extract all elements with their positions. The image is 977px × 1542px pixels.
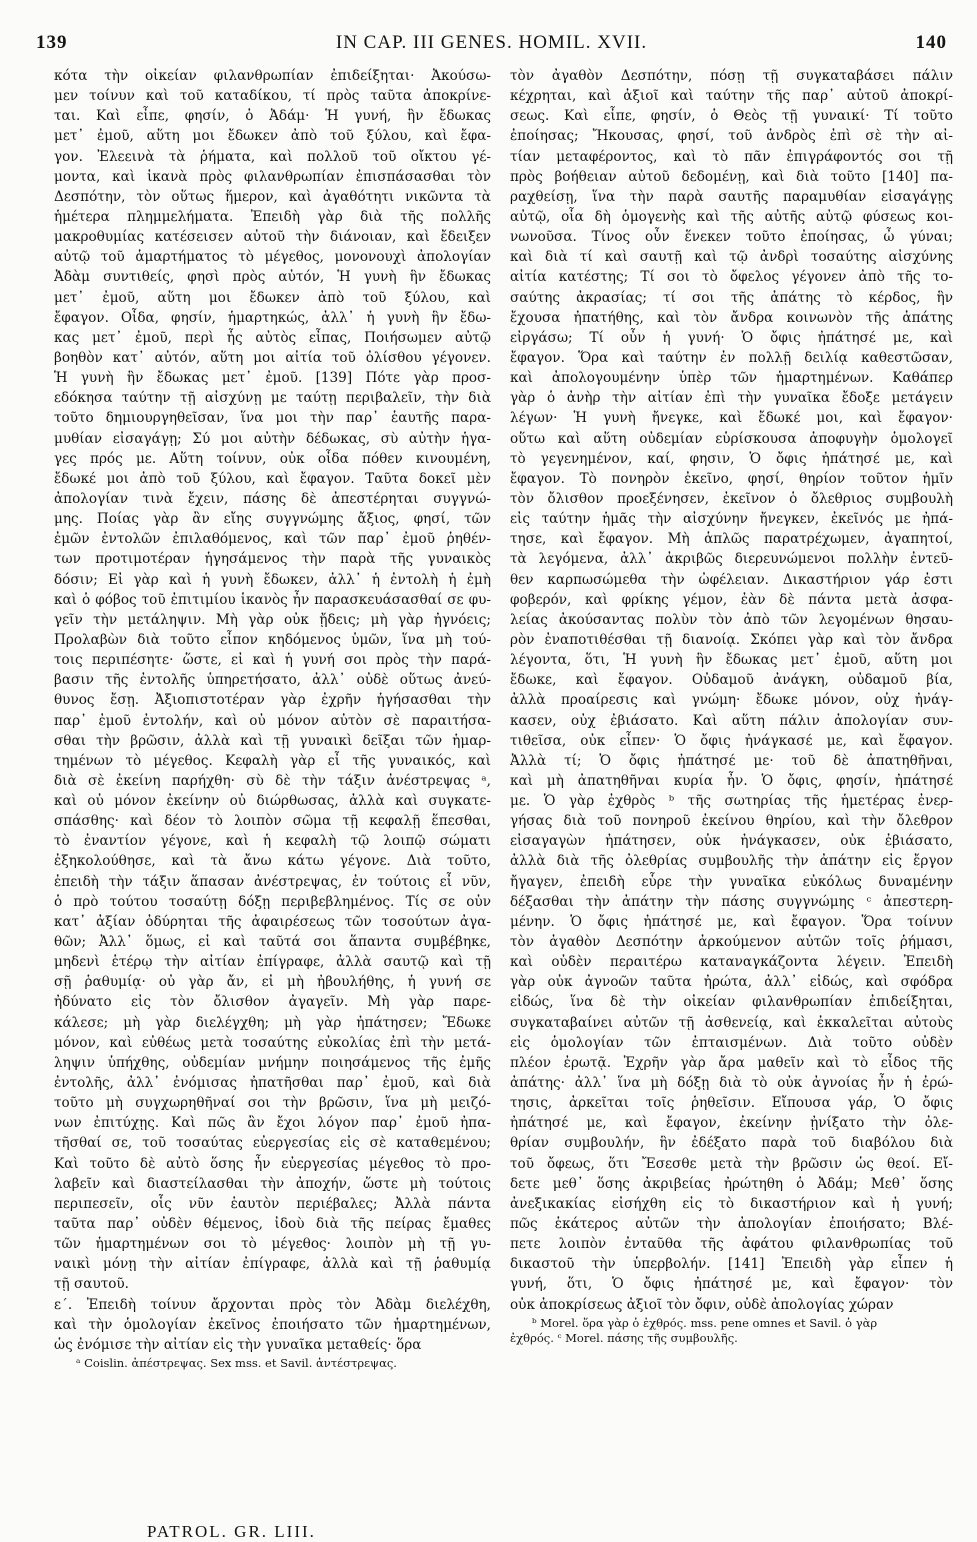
text-line: σπάσθης· καὶ δέον τὸ λοιπὸν σῶμα τῇ κεφαλῇ ἕπεσθαι,	[54, 813, 491, 830]
text-line: ἀλλὰ διὰ τῆς ὀλεθρίας συμβουλῆς τὴν ἀπάτην εἰς ἔργον	[510, 853, 953, 870]
right-column	[510, 66, 953, 1514]
text-line: των προτιμοτέραν ἡγησάμενος τὴν παρὰ τῆς γυναικὸς	[54, 551, 491, 568]
text-line: γεῖν τὴν μετάληψιν. Μὴ γὰρ οὐκ ᾔδεις; μὴ γὰρ ἠγνόεις;	[54, 611, 491, 628]
text-line: Ἀλλὰ τί; Ὁ ὄφις ἠπάτησέ με· τοῦ δὲ ἀπατηθῆναι,	[510, 752, 953, 769]
text-line: εἰς ὁμολογίαν τῶν ἐπταισμένων. Διὰ τοῦτο οὐδὲν	[510, 1034, 953, 1051]
text-line: ἀπάτης· ἀλλ᾽ ἵνα μὴ δόξῃ διὰ τὸ οὐκ ἀγνοίας ἦν ἡ ἐρώ-	[510, 1075, 953, 1092]
text-line: ἀλλὰ προαίρεσις καὶ γνώμη· ἔδωκε μόνον, οὐχ ἠνάγ-	[510, 692, 953, 709]
text-line: φοβερόν, καὶ φρίκης γέμον, ἐὰν δὲ πάντα μετὰ ἀσφα-	[510, 591, 953, 608]
text-line: ἐξηκολούθησε, καὶ τὰ ἄνω κάτω γέγονε. Διὰ τοῦτο,	[54, 853, 491, 870]
text-line: βοηθὸν κατ᾽ αὐτόν, αὕτη μοι αἰτία τοῦ ὀλίσθου γέγονεν.	[54, 349, 491, 366]
text-line: ἠπάτησέ με, καὶ ἔφαγον, ἐκείνην ᾐνίξατο τὴν ὀλε-	[510, 1115, 953, 1132]
text-line: αὐτῷ τοῦ ἁμαρτήματος τὸ μέγεθος, μονονουχὶ ἀπολογίαν	[54, 249, 491, 266]
text-line: καὶ ὁ φόβος τοῦ ἐπιτιμίου ἱκανὸς ἦν παρασκευάσασθαί σε φυ-	[54, 591, 491, 608]
text-line: Ἡ γυνὴ ἣν ἔδωκας μετ᾽ ἐμοῦ. [139] Πότε γὰρ προσ-	[54, 370, 491, 387]
text-line: ἔδωκε, καὶ ἔφαγον. Οὐδαμοῦ ἀνάγκη, οὐδαμοῦ βία,	[510, 672, 953, 689]
text-line: κάλεσε; μὴ γὰρ διελέγχθη; μὴ γὰρ ἠπάτησεν; Ἔδωκε	[54, 1014, 491, 1031]
text-line: τὸν ἀγαθὸν Δεσπότην, πόσῃ τῇ συγκαταβάσει πάλιν	[510, 68, 953, 84]
text-line: οὐκ ἀποκρίσεως ἀξιοῖ τὸν ὄφιν, οὐδὲ ἀπολογίας χώραν	[510, 1296, 894, 1313]
text-line: ἡμέτερα πλημμελήματα. Ἐπειδὴ γὰρ διὰ τῆς πολλῆς	[54, 208, 491, 225]
text-line: οὕτω καὶ αὕτη οὐδεμίαν εὑρίσκουσα ἀποφυγὴν ὁμολογεῖ	[510, 430, 953, 447]
text-line: ταῦτα παρ᾽ οὐδὲν θέμενος, ἰδοὺ διὰ τῆς πείρας ἔμαθες	[54, 1216, 491, 1233]
text-line: διὰ σὲ ἐκείνη παρήχθη· σὺ δὲ τὴν τάξιν ἀνέστρεψας ᵃ,	[54, 772, 491, 789]
text-line: ρὸν ἐναποτιθέσθαι τῇ διανοίᾳ. Σκόπει γὰρ καὶ τὸν ἄνδρα	[510, 631, 953, 648]
text-line: πρὸς βοήθειαν αὐτοῦ δεδομένῃ, καὶ διὰ τοῦτο [140] πα-	[510, 168, 953, 185]
footnote-a: ᵃ Coislin. ἀπέστρεψας. Sex mss. et Savil. ἀντέστρεψας.	[76, 1356, 397, 1370]
text-line: τοῦτο δημιουργηθεῖσαν, ἵνα μοι τὴν παρ᾽ ἑαυτῆς παρα-	[54, 410, 491, 427]
text-line: τιθεῖσα, οὐκ εἶπεν· Ὁ ὄφις ἠνάγκασέ με, καὶ ἔφαγον.	[510, 732, 953, 749]
text-line: τὸ γεγενημένον, καί, φησιν, Ὁ ὄφις ἠπάτησέ με, καὶ	[510, 450, 953, 467]
text-line: γες πρός με. Αὕτη τοίνυν, οὐκ οἶδα πόθεν κινουμένη,	[54, 450, 491, 467]
text-line: ται. Καὶ εἶπε, φησίν, ὁ Ἀδάμ· Ἡ γυνή, ἣν ἔδωκας	[54, 108, 491, 125]
text-line: καὶ οὐ μόνον ἐκείνην οὐ διώρθωσας, ἀλλὰ καὶ συγκατε-	[54, 793, 491, 810]
text-line: κας μετ᾽ ἐμοῦ, περὶ ἧς αὐτὸς εἶπας, Ποιήσωμεν αὐτῷ	[54, 329, 491, 346]
text-line: τὸν ὄλισθον προεξένησεν, ἐκεῖνον ὁ ὄλεθριος συμβουλὴ	[510, 490, 953, 507]
text-line: ἔφαγον. Οἶδα, φησίν, ἡμαρτηκώς, ἀλλ᾽ ἡ γυνὴ ἣν ἔδω-	[54, 309, 491, 326]
text-line: μένην. Ὁ ὄφις ἠπάτησέ με, καὶ ἔφαγον. Ὅρα τοίνυν	[510, 913, 953, 930]
text-line: τοῦτο μὴ συγχωρηθῆναί σοι τὴν βρῶσιν, ἵνα μὴ μειζό-	[54, 1095, 491, 1112]
text-line: ραχθείσῃ, ἵνα τὴν παρὰ σαυτῆς παραμυθίαν εἰσαγάγῃς	[510, 188, 953, 205]
text-line: με. Ὁ γὰρ ἐχθρὸς ᵇ τῆς σωτηρίας τῆς ἡμετέρας ἐνερ-	[510, 793, 953, 810]
text-line: λείας ἀκούσαντας πολὺν τὸν ἀπὸ τῶν λεγομένων θησαυ-	[510, 611, 953, 628]
text-line: θῶν; Ἀλλ᾽ ὅμως, εἰ καὶ ταῦτά σοι ἅπαντα συμβέβηκε,	[54, 934, 491, 951]
text-line: κότα τὴν οἰκείαν φιλανθρωπίαν ἐπιδείξηται· Ἀκούσω-	[54, 68, 491, 84]
text-line: γήσας διὰ τοῦ πονηροῦ ἐκείνου θηρίου, καὶ τὴν ὄλεθρον	[510, 813, 953, 830]
text-line: μης. Ποίας γὰρ ἂν εἴης συγγνώμης ἄξιος, φησί, τῶν	[54, 511, 491, 528]
text-line: εδόκησα ταύτην τῇ αἰσχύνῃ με ταύτῃ περιβαλεῖν, τὴν διὰ	[54, 390, 491, 407]
text-line: τὰ λεγόμενα, ἀλλ᾽ ἀκριβῶς διερευνώμενοι πολλὴν ἐντεῦ-	[510, 551, 953, 568]
text-line: μυθίαν εἰσαγάγῃ; Σύ μοι αὐτὴν δέδωκας, σὺ αὐτὴν ἡγα-	[54, 430, 491, 447]
text-line: καὶ τὴν ὁμολογίαν ἐκεῖνος ἐποιήσατο τῶν ἡμαρτημένων,	[54, 1316, 491, 1333]
text-line: θυνος ἔσῃ. Ἀξιοπιστοτέραν γὰρ ἐχρῆν ἡγήσασθαι τὴν	[54, 692, 491, 709]
text-line: τοις περιπέσητε· ὥστε, εἰ καὶ ἡ γυνή σοι πρὸς τὴν παρά-	[54, 652, 491, 669]
left-column-text	[54, 66, 491, 1355]
text-line: ἔχουσα ἠπατήθης, καὶ τὸν ἄνδρα κοινωνὸν τῆς ἀπάτης	[510, 309, 953, 326]
text-line: δετε μεθ᾽ ὅσης ἀκριβείας ἠρώτηθη ὁ Ἀδάμ; Μεθ᾽ ὅσης	[510, 1175, 953, 1192]
text-line: ε΄. Ἐπειδὴ τοίνυν ἄρχονται πρὸς τὸν Ἀδὰμ διελέχθη,	[54, 1296, 491, 1313]
text-line: καὶ διὰ τί καὶ σαυτῇ καὶ τῷ ἀνδρὶ τοσαύτης αἰσχύνης	[510, 249, 953, 266]
text-line: ἔφαγον. Ὅρα καὶ ταύτην ἐν πολλῇ δειλίᾳ καθεστῶσαν,	[510, 349, 953, 366]
text-line: γὰρ οὐκ ἀγνοῶν ταῦτα ἠρώτα, ἀλλ᾽ εἰδώς, καὶ σφόδρα	[510, 974, 953, 991]
text-line: Καὶ τοῦτο δὲ αὐτὸ ὅσης ἦν εὐεργεσίας μέγεθος τὸ προ-	[54, 1155, 491, 1172]
text-line: τημένων τὸ μέγεθος. Κεφαλὴ γὰρ εἶ τῆς γυναικός, καὶ	[54, 752, 491, 769]
text-line: δικαστοῦ τὴν ὑπερβολήν. [141] Ἐπειδὴ γὰρ εἶπεν ἡ	[510, 1256, 953, 1273]
text-line: ὁ πρὸ τούτου τοσαύτῃ δόξῃ περιβεβλημένος. Τίς σε οὐν	[54, 893, 491, 910]
text-line: Δεσπότην, τὸν οὕτως ἥμερον, καὶ ἀγαθότητι νικῶντα τὰ	[54, 188, 491, 205]
text-line: μόνον, καὶ εὐθέως μετὰ τοσαύτης εὐκολίας ἐπὶ τὴν μετά-	[54, 1034, 491, 1051]
text-line: ἀνεξικακίας εἰσήχθη εἰς τὸ δικαστήριον καὶ ἡ γυνή;	[510, 1195, 953, 1212]
text-line: τησε, καὶ ἔφαγον. Μὴ ἁπλῶς παρατρέχωμεν, ἀγαπητοί,	[510, 531, 953, 548]
text-line: τίαν μεταφέροντος, καὶ τὸ πᾶν ἐπιγράφοντός σοι τῇ	[510, 148, 953, 165]
text-line: εἰδώς, ἵνα δὲ τὴν οἰκείαν φιλανθρωπίαν ἐπιδείξηται,	[510, 994, 953, 1011]
text-line: περιπεσεῖν, οἷς νῦν ἑαυτὸν περιέβαλες; Ἀλλὰ πάντα	[54, 1195, 491, 1212]
text-line: σεως. Καὶ εἶπε, φησίν, ὁ Θεὸς τῇ γυναικί· Τί τοῦτο	[510, 108, 953, 125]
left-column	[54, 66, 491, 1514]
signature-mark: PATROL. GR. LIII.	[147, 1522, 316, 1541]
text-line: γὰρ ὁ ἀνὴρ τὴν αἰτίαν ἐπὶ τὴν γυναῖκα ἔδοξε μετάγειν	[510, 390, 953, 407]
text-line: ὡς ἐνόμισε τὴν αἰτίαν εἰς τὴν γυναῖκα μεταθείς· ὅρα	[54, 1336, 422, 1353]
text-line: σθαι τὴν βρῶσιν, ἀλλὰ καὶ τῇ γυναικὶ δεῖξαι τῶν ἡμαρ-	[54, 732, 491, 749]
text-line: Προλαβὼν διὰ τοῦτο εἶπον κηδόμενος ὑμῶν, ἵνα μὴ τού-	[54, 631, 491, 648]
text-line: κασεν, οὐχ ἐβιάσατο. Καὶ αὕτη πάλιν ἀπολογίαν συν-	[510, 712, 953, 729]
text-line: θρίαν συμβουλήν, ἣν ἐδέξατο παρὰ τοῦ διαβόλου διὰ	[510, 1135, 953, 1152]
text-line: δέξασθαι τὴν ἀπάτην τὴν πάσης συγγνώμης ᶜ ἀπεστερη-	[510, 893, 953, 910]
text-line: ἤγαγεν, ἐπειδὴ εὗρε τὴν γυναῖκα εὐκόλως δυναμένην	[510, 873, 953, 890]
text-line: ληψιν ὑπήχθης, οὐδεμίαν μνήμην ποιησάμενος τῆς ἐμῆς	[54, 1054, 491, 1071]
text-line: καὶ μὴ ἀπατηθῆναι κυρία ἦν. Ὁ ὄφις, φησίν, ἠπάτησέ	[510, 772, 953, 789]
text-line: τὸ ἐναντίον γέγονε, καὶ ἡ κεφαλὴ τῷ λοιπῷ σώματι	[54, 833, 491, 850]
text-line: κέχρηται, καὶ ἀξιοῖ καὶ ταύτην τῆς παρ᾽ αὐτοῦ ἀποκρί-	[510, 88, 953, 105]
text-line: ἠδύνατο εἰς τὸν ὄλισθον ἀγαγεῖν. Μὴ γὰρ παρε-	[54, 994, 491, 1011]
text-line: καὶ οὐδὲν περαιτέρω καταναγκάζοντα λέγειν. Ἐπειδὴ	[510, 954, 953, 971]
text-line: ἀπολογίαν τινὰ ἔχειν, πάσης δὲ ἀπεστέρηται συγγνώ-	[54, 490, 491, 507]
text-line: καὶ ἀπολογουμένην ὑπὲρ τῶν ἡμαρτημένων. Καθάπερ	[510, 370, 953, 387]
text-line: πῶς ἑκάτερος αὐτῶν τὴν ἀπολογίαν ἐποιήσατο; Βλέ-	[510, 1216, 953, 1233]
text-line: εἰσαγαγὼν ἠπάτησεν, οὐκ ἠνάγκασεν, οὐκ ἐβιάσατο,	[510, 833, 953, 850]
footnote-b: ᵇ Morel. ὅρα γὰρ ὁ ἐχθρός. mss. pene omnes et Savil. ὁ γὰρ	[532, 1315, 878, 1330]
text-line: βασιν τῆς ἐντολῆς ὑπηρετήσατο, ἀλλ᾽ οὐδὲ οὕτως ἀνεύ-	[54, 672, 491, 689]
text-line: γον. Ἐλεεινὰ τὰ ῥήματα, καὶ πολλοῦ τοῦ οἴκτου γέ-	[54, 148, 491, 165]
text-line: τοῦ ὄφεως, ὅτι Ἔσεσθε μετὰ τὴν βρῶσιν ὡς θεοί. Εἴ-	[510, 1155, 953, 1172]
text-line: ἐπειδὴ τὴν τάξιν ἅπασαν ἀνέστρεψας, ἐν τούτοις εἶ νῦν,	[54, 873, 491, 890]
text-line: τὸν ἀγαθὸν Δεσπότην ἀρκούμενον αὐτῶν τοῖς ῥήμασι,	[510, 934, 953, 951]
text-line: μακροθυμίας κατέσεισεν αὐτοῦ τὴν διάνοιαν, καὶ ἔδειξεν	[54, 229, 491, 246]
text-line: γυνή, ὅτι, Ὁ ὄφις ἠπάτησέ με, καὶ ἔφαγον· τὸν	[510, 1276, 953, 1293]
text-line: σαύτης ἀκρασίας; τί σοι τῆς ἀπάτης τὸ κέρδος, ἣν	[510, 289, 953, 306]
text-line: μοντα, καὶ ἱκανὰ πρὸς φιλανθρωπίαν ἐπισπάσασθαι τὸν	[54, 168, 491, 185]
text-line: μετ᾽ ἐμοῦ, αὕτη μοι ἔδωκεν ἀπὸ τοῦ ξύλου, καὶ	[54, 289, 491, 306]
text-line: τῶν ἡμαρτημένων σοι τὸ μέγεθος· λοιπὸν μὴ τῇ γυ-	[54, 1236, 491, 1253]
running-title: IN CAP. III GENES. HOMIL. XVII.	[335, 32, 648, 53]
text-line: παρ᾽ ἐμοῦ ἐντολήν, καὶ οὐ μόνον αὐτὸν σὲ παραιτήσα-	[54, 712, 491, 729]
text-line: τησις, ἀρκεῖται τοῖς ῥηθεῖσιν. Εἴπουσα γάρ, Ὁ ὄφις	[510, 1095, 953, 1112]
text-line: λέγοντα, ὅτι, Ἡ γυνὴ ἣν ἔδωκας μετ᾽ ἐμοῦ, αὕτη μοι	[510, 652, 953, 669]
text-line: σῇ ῥαθυμίᾳ· οὐ γὰρ ἄν, εἰ μὴ ἠβουλήθης, ἡ γυνή σε	[54, 974, 491, 991]
text-line: τῆσθαί σε, τοῦ τοσαύτας εὐεργεσίας εἰς σὲ καταθεμένου;	[54, 1135, 491, 1152]
text-line: θεν καρπωσώμεθα τὴν ὠφέλειαν. Δικαστήριον γάρ ἐστι	[510, 571, 953, 588]
text-line: ἐμῶν ἐντολῶν ἐπιλαθόμενος, καὶ τῶν παρ᾽ ἐμοῦ ῥηθέν-	[54, 531, 491, 548]
text-line: μεν τοίνυν καὶ τοῦ καταδίκου, τί πρὸς ταῦτα ἀποκρίνε-	[54, 88, 491, 105]
text-line: ναικὶ μόνῃ τὴν αἰτίαν ἐπίγραφε, ἀλλὰ καὶ τῇ ῥαθυμίᾳ	[54, 1256, 491, 1273]
text-line: δόσιν; Εἰ γὰρ καὶ ἡ γυνὴ ἔδωκεν, ἀλλ᾽ ἡ ἐντολὴ ἡ ἐμὴ	[54, 571, 491, 588]
text-line: μηδενὶ ἑτέρῳ τὴν αἰτίαν ἐπίγραφε, ἀλλὰ σαυτῷ καὶ τῇ	[54, 954, 491, 971]
text-line: τῇ σαυτοῦ.	[54, 1276, 129, 1293]
text-line: εἰς ταύτην ἡμᾶς τὴν αἰσχύνην ἤνεγκεν, ἐκεῖνός με ἠπά-	[510, 511, 953, 528]
text-line: μετ᾽ ἐμοῦ, αὕτη μοι ἔδωκεν ἀπὸ τοῦ ξύλου, καὶ ἔφα-	[54, 128, 491, 145]
text-line: ἔδωκέ μοι ἀπὸ τοῦ ξύλου, καὶ ἔφαγον. Ταῦτα δοκεῖ μὲν	[54, 470, 491, 487]
text-line: νωνοῦσα. Τίνος οὖν ἕνεκεν τοῦτο ἐποίησας, ὦ γύναι;	[510, 229, 953, 246]
text-line: Ἀδὰμ συντιθείς, φησὶ πρὸς αὐτόν, Ἡ γυνὴ ἣν ἔδωκας	[54, 269, 491, 286]
text-line: λέγων· Ἡ γυνὴ ἤνεγκε, καὶ ἔδωκέ μοι, καὶ ἔφαγον·	[510, 410, 953, 427]
page-number-right: 140	[915, 32, 947, 53]
text-line: ἔφαγον. Τὸ πονηρὸν ἐκεῖνο, φησί, θηρίον τοῦτον ἡμῖν	[510, 470, 953, 487]
running-header	[36, 32, 947, 58]
text-line: λαβεῖν καὶ διαστείλασθαι τὴν ἀποχήν, ὥστε μὴ τούτοις	[54, 1175, 491, 1192]
text-line: ἐποίησας; Ἤκουσας, φησί, τοῦ ἀνδρὸς ἐπὶ σὲ τὴν αἰ-	[510, 128, 953, 145]
text-line: ἐντολῆς, ἀλλ᾽ ἐνόμισας ἠπατῆσθαι παρ᾽ ἐμοῦ, καὶ διὰ	[54, 1075, 491, 1092]
footnote-c: ἐχθρός. ᶜ Morel. πάσης τῆς συμβουλῆς.	[510, 1330, 738, 1345]
text-line: κατ᾽ ἀξίαν ὀδύρηται τῆς ἀφαιρέσεως τῶν τοσούτων ἀγα-	[54, 913, 491, 930]
text-line: αὐτῷ, οἷα δὴ ὁμογενὴς καὶ τῆς αὐτῆς αὐτῷ φύσεως κοι-	[510, 208, 953, 225]
right-column-text	[510, 66, 953, 1315]
text-line: πλέον ἐρωτᾷ. Ἐχρῆν γὰρ ἄρα μαθεῖν καὶ τὸ εἶδος τῆς	[510, 1054, 953, 1071]
text-line: πετε λοιπὸν ἐνταῦθα τῆς ἀφάτου φιλανθρωπίας τοῦ	[510, 1236, 953, 1253]
text-line: συγκαταβαίνει αὐτῶν τῇ ἀσθενείᾳ, καὶ ἐκκαλεῖται αὐτοὺς	[510, 1014, 953, 1031]
text-line: αἰτία κατέστης; Τί σοι τὸ ὄφελος γέγονεν ἀπὸ τῆς το-	[510, 269, 953, 286]
text-line: εἰργάσω; Τί οὖν ἡ γυνή· Ὁ ὄφις ἠπάτησέ με, καὶ	[510, 329, 953, 346]
text-line: νων ἐπιτύχῃς. Καὶ πῶς ἂν ἔχοι λόγον παρ᾽ ἐμοῦ ἠπα-	[54, 1115, 491, 1132]
page-number-left: 139	[36, 32, 68, 53]
